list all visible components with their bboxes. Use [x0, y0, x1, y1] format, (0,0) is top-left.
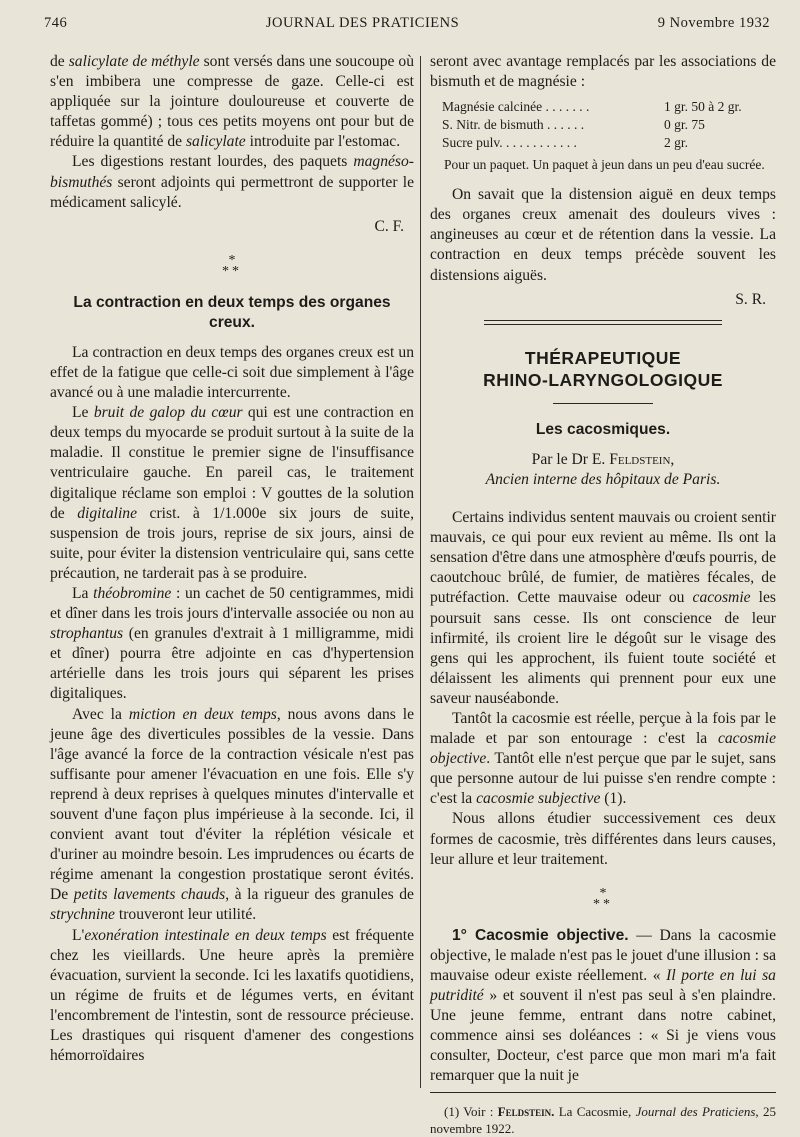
formula-note: Pour un paquet. Un paquet à jeun dans un peu d'eau sucrée. [444, 157, 765, 173]
column-divider [420, 56, 421, 1088]
subheading: 1° Cacosmie objective. [452, 926, 629, 944]
italic-run: strophantus [50, 625, 124, 643]
paragraph: Avec la miction en deux temps, nous avons dans le jeune âge des diverticules possibles de la vessie. Dans l'âge avancé la force de la contraction vésicale n'est pas suffisante pour amener l'évacuation en une fois. Elle s'y reprend à deux reprises à quelques minutes d'intervalle et souvent d'une façon plus impérieuse à la seconde. Ici, il convient avant tout d'éviter la réplétion vésicale et d'uriner au moindre besoin. Les imprudences ou écarts de régime amenant la congestion prostatique seront évités. De petits lavements chauds, à la rigueur des granules de strychnine trouveront leur utilité. [50, 705, 415, 924]
short-rule [553, 403, 653, 404]
footnote-middle: La Cacosmie, [554, 1104, 636, 1120]
italic-run: digitaline [77, 504, 138, 522]
footnote-rule [430, 1092, 776, 1093]
byline [430, 450, 776, 470]
page-number: 746 [44, 14, 68, 31]
italic-run: salicylate de méthyle [68, 53, 200, 70]
quantity: 1 gr. 50 à 2 gr. [664, 99, 742, 115]
signature: C. F. [374, 217, 404, 235]
italic-run: exonération intestinale en deux temps [84, 926, 327, 944]
ingredient: Sucre pulv. . . . . . . . . . . . [442, 135, 577, 151]
italic-run: petits lavements chauds [73, 886, 226, 904]
quantity: 0 gr. 75 [664, 117, 705, 133]
author-affiliation: Ancien interne des hôpitaux de Paris. [485, 470, 721, 488]
prescription-formula [442, 98, 776, 152]
paragraph: Le bruit de galop du cœur qui est une contraction en deux temps du myocarde se produit surtout à la suite de la maladie. Il constitue le premier signe de l'insuffisance ventriculaire gauche. En pareil cas, le traitement digitalique réclame son emploi : V gouttes de la solution de digitaline crist. à 1/1.000e six jours de suite, suspension de trois jours, reprise de six jours, ainsi de suite, pour éviter la distension ventriculaire qui, sans cette précaution, ne tarderait pas à se produire. [50, 404, 414, 582]
footnote [430, 1103, 776, 1137]
section-title: La contraction en deux temps des organes creux. [73, 293, 391, 331]
rubric-title [430, 347, 776, 391]
running-head [44, 8, 770, 38]
signature: S. R. [735, 290, 766, 308]
paragraph: Les digestions restant lourdes, des paquets magnéso-bismuthés seront adjoints qui permettront de supporter le médicament salicylé. [50, 153, 414, 211]
italic-run: bruit de galop du cœur [93, 404, 243, 422]
footnote-suffix: , 25 novembre 1922. [430, 1104, 776, 1137]
journal-title: JOURNAL DES PRATICIENS [265, 14, 460, 31]
footnote-prefix: (1) Voir : [444, 1104, 498, 1120]
paragraph: Nous allons étudier successivement ces deux formes de cacosmie, très différentes dans leurs causes, leur allure et leur traitement. [430, 810, 776, 868]
ingredient: S. Nitr. de bismuth . . . . . . [442, 117, 585, 133]
paragraph: seront avec avantage remplacés par les associations de bismuth et de magnésie : [430, 53, 776, 91]
paragraph [430, 926, 776, 1087]
footnote-author: Feldstein. [497, 1104, 555, 1120]
asterism-separator: * ** [222, 252, 242, 279]
footnote-journal: Journal des Praticiens [635, 1104, 756, 1120]
paragraph: Tantôt la cacosmie est réelle, perçue à la fois par le malade et par son entourage : c'est la cacosmie objective. Tantôt elle n'est perçue que par le sujet, sans que personne autour de lui puisse s'en rendre compte : c'est la cacosmie subjective (1). [430, 709, 776, 808]
asterism-separator: * ** [593, 885, 613, 912]
ingredient: Magnésie calcinée . . . . . . . [442, 99, 590, 115]
article-title: Les cacosmiques. [535, 420, 671, 438]
italic-run: théobromine [93, 584, 172, 602]
left-column [50, 52, 414, 1066]
italic-run: salicylate [185, 133, 246, 151]
italic-run: Il porte en lui sa putridité [430, 966, 776, 1004]
italic-run: miction en deux temps [128, 705, 277, 723]
double-rule [484, 320, 722, 325]
paragraph: La contraction en deux temps des organes creux est un effet de la fatigue que celle-ci soit due simplement à l'âge avancé ou à une maladie intercurrente. [50, 343, 414, 402]
quantity: 2 gr. [664, 135, 689, 151]
formula-row [442, 98, 776, 116]
paragraph: de salicylate de méthyle sont versés dans une soucoupe où s'en imbibera une compresse de gaze. Celle-ci est appliquée sur la jointure douloureuse et couverte de taffetas gommé) ; tous ces petits moyens ont pour but de réduire la quantité de salicylate introduite par l'estomac. [50, 53, 414, 151]
paragraph: Certains individus sentent mauvais ou croient sentir mauvais, ce qui pour eux revient au même. Ils ont la sensation d'être dans une atmosphère d'œufs pourris, de caoutchouc brûlé, de fumier, de matières fécales, de putréfaction. Cette mauvaise odeur ou cacosmie les poursuit sans cesse. Ils ont conscience de leur infirmité, ils croient lire le dégoût sur le visage des gens qui les approchent, ils fuient toute société et délaissent les aliments qui prennent pour eux une saveur nauséabonde. [430, 509, 776, 707]
rubric-line: RHINO-LARYNGOLOGIQUE [483, 369, 723, 390]
italic-run: strychnine [50, 906, 115, 924]
italic-run: cacosmie subjective [476, 790, 601, 808]
italic-run: cacosmie [692, 589, 751, 607]
issue-date: 9 Novembre 1932 [657, 14, 770, 31]
formula-row [442, 134, 776, 152]
italic-run: cacosmie objective [430, 730, 776, 768]
rubric-line: THÉRAPEUTIQUE [524, 347, 682, 368]
paragraph: L'exonération intestinale en deux temps est fréquente chez les vieillards. Une heure après la première évacuation, survient la seconde. Ici les laxatifs quotidiens, un régime de fruits et de légumes verts, en évitant l'encombrement de l'intestin, sont de ressource précieuse. Les drastiques qui risquent d'amener des congestions hémorroïdaires [50, 926, 414, 1065]
paragraph: La théobromine : un cachet de 50 centigrammes, midi et dîner dans les trois jours d'intervalle associée ou non au strophantus (en granules d'extrait à 1 milligramme, midi et dîner) pourra être adjointe en cas d'hypertension artérielle dans les trois jours qui séparent les prises digitaliques. [50, 584, 414, 703]
italic-run: magnéso-bismuthés [50, 153, 414, 191]
formula-row [442, 116, 776, 134]
author-name: Feldstein, [609, 450, 675, 468]
paragraph-body: — Dans la cacosmie objective, le malade n'est pas le jouet d'une illusion : sa mauvaise odeur existe réellement. « Il porte en lui sa putridité » et souvent il n'est pas seul à s'en plaindre. Une jeune femme, entrant dans notre cabinet, commence ainsi ses doléances : « Si je viens vous consulter, Docteur, c'est parce que mon mari m'a fait remarquer que la nuit je [430, 926, 776, 1085]
right-column [430, 52, 776, 1137]
paragraph: On savait que la distension aiguë en deux temps des organes creux amenait des douleurs vives : angineuses au cœur et de rétention dans la vessie. La contraction en deux temps précède souvent les distensions aiguës. [430, 186, 776, 284]
byline-prefix: Par le Dr E. [531, 450, 610, 468]
